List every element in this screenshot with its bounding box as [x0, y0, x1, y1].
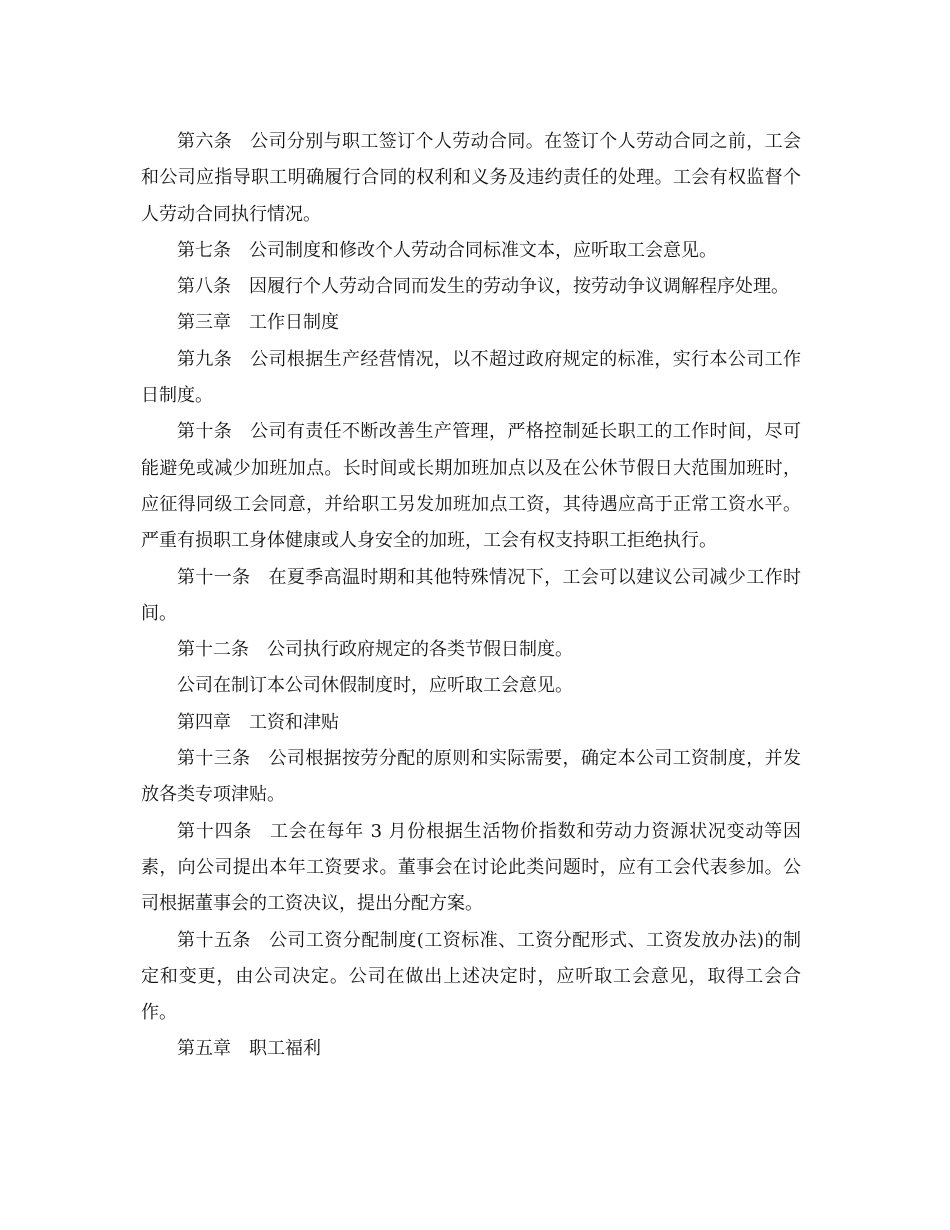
article-number: 第十五条 — [177, 929, 251, 951]
chapter-title: 工资和津贴 — [249, 711, 339, 733]
chapter-5-heading — [141, 1031, 801, 1067]
article-number: 第九条 — [177, 348, 233, 370]
article-text: 公司根据生产经营情况，以不超过政府规定的标准，实行本公司工作日制度。 — [141, 348, 801, 407]
article-8 — [141, 269, 801, 305]
article-6 — [141, 124, 801, 233]
article-15 — [141, 923, 801, 1032]
article-9 — [141, 342, 801, 415]
article-text: 公司制度和修改个人劳动合同标准文本，应听取工会意见。 — [249, 239, 717, 261]
chapter-title: 职工福利 — [249, 1038, 321, 1060]
article-text: 公司工资分配制度(工资标准、工资分配形式、工资发放办法)的制定和变更，由公司决定。公司在做出上述决定时，应听取工会意见，取得工会合作。 — [141, 929, 801, 1024]
article-number: 第七条 — [177, 239, 231, 261]
article-text: 在夏季高温时期和其他特殊情况下，工会可以建议公司减少工作时间。 — [141, 566, 801, 624]
article-text: 公司在制订本公司休假制度时，应听取工会意见。 — [177, 675, 573, 697]
article-number: 第十一条 — [177, 566, 251, 588]
chapter-3-heading — [141, 305, 801, 341]
article-text: 公司有责任不断改善生产管理，严格控制延长职工的工作时间，尽可能避免或减少加班加点。长时间或长期加班加点以及在公休节假日大范围加班时，应征得同级工会同意，并给职工另发加班加点工资，其待遇应高于正常工资水平。严重有损职工身体健康或人身安全的加班，工会有权支持职工拒绝执行。 — [141, 421, 801, 552]
article-text: 公司执行政府规定的各类节假日制度。 — [267, 639, 573, 661]
article-13 — [141, 741, 801, 814]
article-12 — [141, 632, 801, 668]
article-10 — [141, 414, 801, 559]
chapter-4-heading — [141, 705, 801, 741]
chapter-number: 第五章 — [177, 1038, 231, 1060]
article-number: 第十四条 — [177, 820, 253, 842]
article-number: 第十二条 — [177, 639, 249, 661]
article-number: 第十条 — [177, 421, 233, 443]
article-text: 因履行个人劳动合同而发生的劳动争议，按劳动争议调解程序处理。 — [249, 276, 789, 298]
article-text: 工会在每年 3 月份根据生活物价指数和劳动力资源状况变动等因素，向公司提出本年工资要求。董事会在讨论此类问题时，应有工会代表参加。公司根据董事会的工资决议，提出分配方案。 — [141, 820, 801, 915]
article-text: 公司分别与职工签订个人劳动合同。在签订个人劳动合同之前，工会和公司应指导职工明确履行合同的权利和义务及违约责任的处理。工会有权监督个人劳动合同执行情况。 — [141, 131, 801, 225]
article-number: 第十三条 — [177, 748, 251, 770]
chapter-number: 第四章 — [177, 711, 231, 733]
article-7 — [141, 233, 801, 269]
article-text: 公司根据按劳分配的原则和实际需要，确定本公司工资制度，并发放各类专项津贴。 — [141, 748, 801, 806]
article-12-continuation — [141, 668, 801, 704]
article-number: 第八条 — [177, 276, 231, 298]
chapter-title: 工作日制度 — [249, 312, 339, 334]
chapter-number: 第三章 — [177, 312, 231, 334]
article-14 — [141, 814, 801, 923]
article-11 — [141, 560, 801, 633]
article-number: 第六条 — [177, 131, 233, 152]
document-body — [141, 124, 801, 1068]
